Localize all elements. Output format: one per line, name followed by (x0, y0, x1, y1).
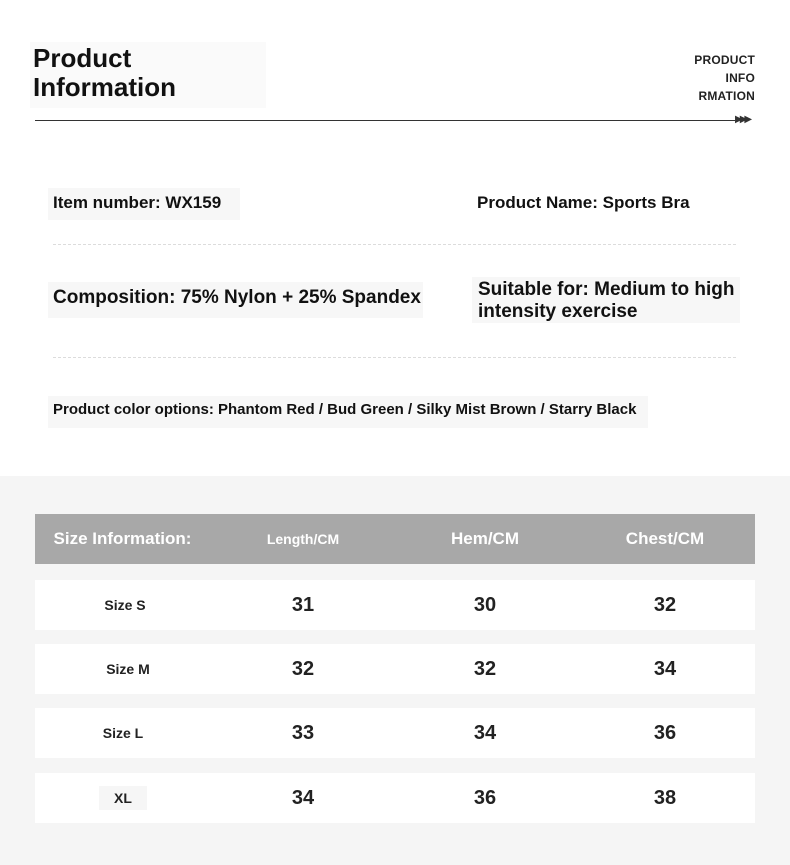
header-chest: Chest/CM (625, 529, 705, 548)
length-value: 34 (291, 787, 315, 809)
table-row (35, 644, 755, 694)
length-value: 32 (291, 658, 315, 680)
table-row (35, 708, 755, 758)
title-line-2: Information (33, 72, 176, 102)
title-line-1: Product (33, 43, 132, 73)
size-label: Size M (106, 661, 150, 677)
composition: Composition: 75% Nylon + 25% Spandex (53, 287, 421, 308)
chest-value: 38 (653, 787, 677, 809)
suitable-for (478, 279, 748, 323)
tag-line-2: INFO (725, 71, 755, 85)
header-hem: Hem/CM (450, 529, 519, 548)
size-label: XL (114, 790, 132, 806)
size-label: Size S (104, 597, 146, 613)
length-value: 31 (291, 594, 315, 616)
hem-value: 30 (473, 594, 497, 616)
length-value: 33 (291, 722, 315, 744)
color-options: Product color options: Phantom Red / Bud Green / Silky Mist Brown / Starry Black (53, 401, 637, 418)
triple-arrow-icon: ▶▶▶ (735, 114, 750, 125)
table-row (35, 773, 755, 823)
dashed-divider (53, 244, 736, 245)
header-size-information: Size Information: (53, 529, 192, 548)
header-divider (35, 120, 735, 121)
size-label: Size L (102, 725, 144, 741)
product-name: Product Name: Sports Bra (477, 193, 690, 212)
hem-value: 32 (473, 658, 497, 680)
hem-value: 34 (473, 722, 497, 744)
chest-value: 32 (653, 594, 677, 616)
page-title (33, 44, 176, 102)
table-row (35, 580, 755, 630)
item-number: Item number: WX159 (53, 193, 222, 212)
dashed-divider (53, 357, 736, 358)
header-length: Length/CM (266, 531, 340, 547)
size-table-header (35, 514, 755, 564)
hem-value: 36 (473, 787, 497, 809)
chest-value: 36 (653, 722, 677, 744)
suitable-line-2: intensity exercise (478, 301, 638, 322)
tag-line-1: PRODUCT (694, 53, 755, 67)
chest-value: 34 (653, 658, 677, 680)
suitable-line-1: Suitable for: Medium to high (478, 279, 735, 300)
section-tag (694, 51, 755, 105)
tag-line-3: RMATION (698, 89, 755, 103)
